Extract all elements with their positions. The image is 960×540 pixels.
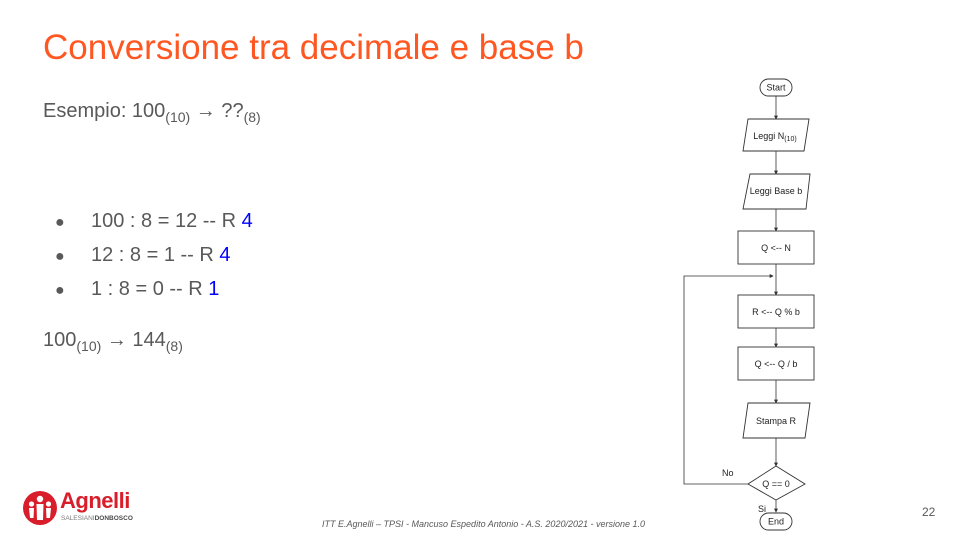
example-prefix: Esempio: 100 xyxy=(43,100,166,122)
print-r-label: Stampa R xyxy=(755,416,797,426)
result-line xyxy=(43,329,183,354)
step-remainder: 1 xyxy=(208,278,220,300)
bullet-icon: ● xyxy=(55,214,65,231)
step-remainder: 4 xyxy=(241,210,253,232)
logo-emblem-icon xyxy=(22,490,58,526)
end-label: End xyxy=(767,516,785,527)
agnelli-logo xyxy=(22,488,142,528)
logo-subtitle: SALESIANIDONBOSCO xyxy=(61,515,133,522)
result-arrow: → 144 xyxy=(101,329,166,351)
result-to-base: (8) xyxy=(165,338,183,354)
assign-r-label: R <-- Q % b xyxy=(752,307,800,317)
step-text: 1 : 8 = 0 -- R xyxy=(91,278,209,300)
page-number: 22 xyxy=(922,505,936,519)
list-item xyxy=(55,206,253,240)
logo-name: Agnelli xyxy=(60,488,130,513)
bullet-icon: ● xyxy=(55,248,65,265)
slide-title: Conversione tra decimale e base b xyxy=(43,28,584,67)
result-from-base: (10) xyxy=(76,338,102,354)
result-value: 100 xyxy=(43,329,77,351)
assign-q-label: Q <-- N xyxy=(761,243,791,253)
condition-label: Q == 0 xyxy=(762,479,790,489)
footer-text: ITT E.Agnelli – TPSI - Mancuso Espedito Antonio - A.S. 2020/2021 - versione 1.0 xyxy=(322,519,646,529)
example-line xyxy=(43,100,261,125)
example-arrow: → ?? xyxy=(190,100,244,122)
start-label: Start xyxy=(766,82,786,93)
list-item xyxy=(55,274,253,308)
read-n-label: Leggi $N_{(10)}$ xyxy=(753,131,797,143)
flowchart xyxy=(680,76,840,532)
bullet-icon: ● xyxy=(55,282,65,299)
read-base-label: Leggi Base b xyxy=(749,186,803,196)
yes-branch-label: Si xyxy=(758,504,767,514)
step-text: 100 : 8 = 12 -- R xyxy=(91,210,242,232)
step-remainder: 4 xyxy=(219,244,231,266)
step-text: 12 : 8 = 1 -- R xyxy=(91,244,220,266)
example-to-base: (8) xyxy=(243,109,261,125)
no-branch-label: No xyxy=(722,468,734,478)
example-from-base: (10) xyxy=(165,109,191,125)
division-steps xyxy=(55,206,253,308)
list-item xyxy=(55,240,253,274)
divide-q-label: Q <-- Q / b xyxy=(754,359,798,369)
